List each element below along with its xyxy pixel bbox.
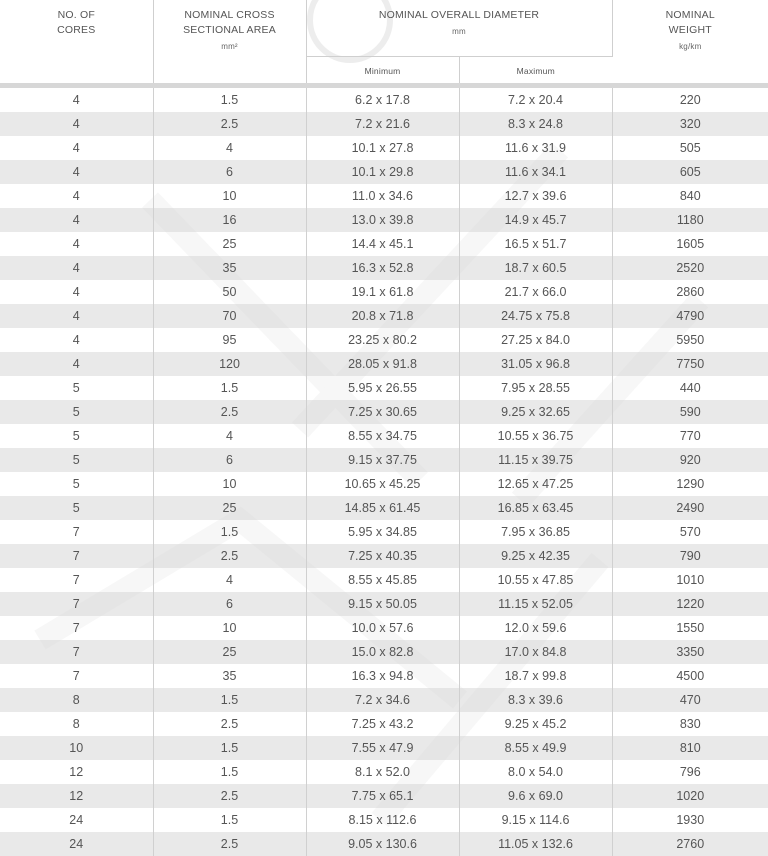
cell-min: 16.3 x 94.8 bbox=[306, 664, 459, 688]
cell-weight: 840 bbox=[612, 184, 768, 208]
cell-cores: 4 bbox=[0, 352, 153, 376]
cell-weight: 470 bbox=[612, 688, 768, 712]
table-row bbox=[0, 376, 768, 400]
cell-cores: 10 bbox=[0, 736, 153, 760]
table-row bbox=[0, 184, 768, 208]
cell-weight: 770 bbox=[612, 424, 768, 448]
table-row bbox=[0, 736, 768, 760]
cell-area: 1.5 bbox=[153, 736, 306, 760]
cell-area: 10 bbox=[153, 184, 306, 208]
cell-max: 7.95 x 28.55 bbox=[459, 376, 612, 400]
cell-weight: 5950 bbox=[612, 328, 768, 352]
cell-min: 8.15 x 112.6 bbox=[306, 808, 459, 832]
area-unit: mm² bbox=[221, 42, 238, 51]
cell-weight: 920 bbox=[612, 448, 768, 472]
cell-min: 10.65 x 45.25 bbox=[306, 472, 459, 496]
cell-cores: 4 bbox=[0, 256, 153, 280]
cell-area: 2.5 bbox=[153, 712, 306, 736]
cell-max: 12.0 x 59.6 bbox=[459, 616, 612, 640]
cell-area: 4 bbox=[153, 136, 306, 160]
cell-weight: 590 bbox=[612, 400, 768, 424]
cell-cores: 4 bbox=[0, 88, 153, 112]
cell-area: 6 bbox=[153, 160, 306, 184]
cell-min: 10.1 x 29.8 bbox=[306, 160, 459, 184]
cell-min: 14.85 x 61.45 bbox=[306, 496, 459, 520]
cell-area: 6 bbox=[153, 448, 306, 472]
table-row bbox=[0, 424, 768, 448]
cell-cores: 4 bbox=[0, 280, 153, 304]
cell-area: 25 bbox=[153, 640, 306, 664]
cell-weight: 2490 bbox=[612, 496, 768, 520]
cell-min: 5.95 x 34.85 bbox=[306, 520, 459, 544]
cell-area: 1.5 bbox=[153, 376, 306, 400]
cell-cores: 4 bbox=[0, 232, 153, 256]
cell-min: 7.75 x 65.1 bbox=[306, 784, 459, 808]
cell-weight: 4790 bbox=[612, 304, 768, 328]
cell-weight: 4500 bbox=[612, 664, 768, 688]
cell-area: 4 bbox=[153, 424, 306, 448]
header-nominal-weight: NOMINAL WEIGHT kg/km bbox=[612, 0, 768, 83]
table-row bbox=[0, 592, 768, 616]
table-row bbox=[0, 784, 768, 808]
table-row bbox=[0, 472, 768, 496]
cell-weight: 1220 bbox=[612, 592, 768, 616]
cell-min: 13.0 x 39.8 bbox=[306, 208, 459, 232]
cell-min: 14.4 x 45.1 bbox=[306, 232, 459, 256]
table-row bbox=[0, 136, 768, 160]
header-overall-diameter: NOMINAL OVERALL DIAMETER mm bbox=[306, 0, 612, 56]
cell-min: 7.55 x 47.9 bbox=[306, 736, 459, 760]
table-row bbox=[0, 112, 768, 136]
cell-min: 9.05 x 130.6 bbox=[306, 832, 459, 856]
cell-min: 9.15 x 37.75 bbox=[306, 448, 459, 472]
cell-cores: 4 bbox=[0, 304, 153, 328]
cell-area: 2.5 bbox=[153, 544, 306, 568]
header-cross-sectional-area: NOMINAL CROSS SECTIONAL AREA mm² bbox=[153, 0, 306, 83]
cell-cores: 5 bbox=[0, 472, 153, 496]
cell-area: 25 bbox=[153, 232, 306, 256]
cell-area: 1.5 bbox=[153, 88, 306, 112]
table-row bbox=[0, 496, 768, 520]
cell-area: 70 bbox=[153, 304, 306, 328]
cell-max: 8.3 x 39.6 bbox=[459, 688, 612, 712]
cell-max: 9.25 x 32.65 bbox=[459, 400, 612, 424]
cell-area: 16 bbox=[153, 208, 306, 232]
cell-area: 35 bbox=[153, 664, 306, 688]
cell-area: 25 bbox=[153, 496, 306, 520]
cell-cores: 5 bbox=[0, 424, 153, 448]
cell-min: 23.25 x 80.2 bbox=[306, 328, 459, 352]
table-row bbox=[0, 88, 768, 112]
table-row bbox=[0, 256, 768, 280]
cell-cores: 24 bbox=[0, 832, 153, 856]
cell-cores: 12 bbox=[0, 760, 153, 784]
header-no-of-cores: NO. OF CORES bbox=[0, 0, 153, 83]
cell-cores: 4 bbox=[0, 328, 153, 352]
cell-cores: 12 bbox=[0, 784, 153, 808]
cell-cores: 24 bbox=[0, 808, 153, 832]
cell-weight: 220 bbox=[612, 88, 768, 112]
table-row bbox=[0, 688, 768, 712]
cell-cores: 4 bbox=[0, 160, 153, 184]
cell-cores: 7 bbox=[0, 592, 153, 616]
cell-min: 11.0 x 34.6 bbox=[306, 184, 459, 208]
cell-area: 95 bbox=[153, 328, 306, 352]
cell-area: 6 bbox=[153, 592, 306, 616]
cell-max: 11.15 x 39.75 bbox=[459, 448, 612, 472]
table-row bbox=[0, 328, 768, 352]
cell-min: 28.05 x 91.8 bbox=[306, 352, 459, 376]
cell-weight: 320 bbox=[612, 112, 768, 136]
cell-cores: 7 bbox=[0, 544, 153, 568]
table-row bbox=[0, 352, 768, 376]
cell-min: 8.1 x 52.0 bbox=[306, 760, 459, 784]
cell-cores: 5 bbox=[0, 400, 153, 424]
cell-area: 10 bbox=[153, 616, 306, 640]
weight-unit: kg/km bbox=[679, 42, 702, 51]
cell-weight: 1180 bbox=[612, 208, 768, 232]
cell-cores: 7 bbox=[0, 520, 153, 544]
cell-cores: 7 bbox=[0, 640, 153, 664]
cell-max: 16.5 x 51.7 bbox=[459, 232, 612, 256]
cell-area: 4 bbox=[153, 568, 306, 592]
table-row bbox=[0, 640, 768, 664]
cell-weight: 796 bbox=[612, 760, 768, 784]
table-row bbox=[0, 712, 768, 736]
cell-weight: 2520 bbox=[612, 256, 768, 280]
cell-cores: 4 bbox=[0, 112, 153, 136]
header-minimum: Minimum bbox=[306, 56, 459, 83]
cell-cores: 4 bbox=[0, 136, 153, 160]
table-row bbox=[0, 808, 768, 832]
cell-weight: 1930 bbox=[612, 808, 768, 832]
cell-weight: 440 bbox=[612, 376, 768, 400]
table-row bbox=[0, 832, 768, 856]
cell-weight: 1605 bbox=[612, 232, 768, 256]
cell-weight: 2860 bbox=[612, 280, 768, 304]
cell-min: 7.2 x 34.6 bbox=[306, 688, 459, 712]
cell-weight: 605 bbox=[612, 160, 768, 184]
cell-weight: 7750 bbox=[612, 352, 768, 376]
cell-max: 8.55 x 49.9 bbox=[459, 736, 612, 760]
cell-max: 24.75 x 75.8 bbox=[459, 304, 612, 328]
table-row bbox=[0, 664, 768, 688]
cell-min: 16.3 x 52.8 bbox=[306, 256, 459, 280]
cell-area: 2.5 bbox=[153, 784, 306, 808]
cell-max: 27.25 x 84.0 bbox=[459, 328, 612, 352]
cell-min: 20.8 x 71.8 bbox=[306, 304, 459, 328]
cell-max: 9.6 x 69.0 bbox=[459, 784, 612, 808]
table-row bbox=[0, 400, 768, 424]
table-row bbox=[0, 568, 768, 592]
cell-max: 7.2 x 20.4 bbox=[459, 88, 612, 112]
cell-max: 12.7 x 39.6 bbox=[459, 184, 612, 208]
cell-max: 16.85 x 63.45 bbox=[459, 496, 612, 520]
cell-max: 10.55 x 36.75 bbox=[459, 424, 612, 448]
table-row bbox=[0, 232, 768, 256]
cell-max: 9.25 x 45.2 bbox=[459, 712, 612, 736]
cell-max: 17.0 x 84.8 bbox=[459, 640, 612, 664]
cell-max: 7.95 x 36.85 bbox=[459, 520, 612, 544]
cell-max: 9.25 x 42.35 bbox=[459, 544, 612, 568]
cell-cores: 7 bbox=[0, 568, 153, 592]
cell-cores: 4 bbox=[0, 184, 153, 208]
cell-max: 8.0 x 54.0 bbox=[459, 760, 612, 784]
table-row bbox=[0, 448, 768, 472]
table-row bbox=[0, 760, 768, 784]
cell-weight: 790 bbox=[612, 544, 768, 568]
cell-area: 2.5 bbox=[153, 112, 306, 136]
cell-max: 18.7 x 60.5 bbox=[459, 256, 612, 280]
cell-cores: 5 bbox=[0, 496, 153, 520]
header-maximum: Maximum bbox=[459, 56, 612, 83]
cell-min: 7.25 x 43.2 bbox=[306, 712, 459, 736]
cell-min: 6.2 x 17.8 bbox=[306, 88, 459, 112]
cell-max: 18.7 x 99.8 bbox=[459, 664, 612, 688]
cell-min: 5.95 x 26.55 bbox=[306, 376, 459, 400]
cell-weight: 1020 bbox=[612, 784, 768, 808]
diameter-unit: mm bbox=[452, 27, 466, 36]
cell-weight: 570 bbox=[612, 520, 768, 544]
cell-cores: 7 bbox=[0, 616, 153, 640]
cell-max: 11.05 x 132.6 bbox=[459, 832, 612, 856]
cell-cores: 5 bbox=[0, 376, 153, 400]
cell-min: 8.55 x 34.75 bbox=[306, 424, 459, 448]
cell-weight: 2760 bbox=[612, 832, 768, 856]
cell-cores: 8 bbox=[0, 688, 153, 712]
cell-max: 11.6 x 34.1 bbox=[459, 160, 612, 184]
cell-cores: 5 bbox=[0, 448, 153, 472]
cell-max: 12.65 x 47.25 bbox=[459, 472, 612, 496]
cell-weight: 3350 bbox=[612, 640, 768, 664]
table-row bbox=[0, 280, 768, 304]
cell-weight: 810 bbox=[612, 736, 768, 760]
cell-weight: 1010 bbox=[612, 568, 768, 592]
cell-max: 9.15 x 114.6 bbox=[459, 808, 612, 832]
cell-min: 7.25 x 30.65 bbox=[306, 400, 459, 424]
cell-max: 14.9 x 45.7 bbox=[459, 208, 612, 232]
cell-cores: 8 bbox=[0, 712, 153, 736]
cell-area: 1.5 bbox=[153, 760, 306, 784]
cell-min: 7.2 x 21.6 bbox=[306, 112, 459, 136]
table-row bbox=[0, 544, 768, 568]
cell-min: 9.15 x 50.05 bbox=[306, 592, 459, 616]
cell-max: 11.6 x 31.9 bbox=[459, 136, 612, 160]
table-row bbox=[0, 616, 768, 640]
cell-area: 2.5 bbox=[153, 400, 306, 424]
cell-min: 15.0 x 82.8 bbox=[306, 640, 459, 664]
table-row bbox=[0, 520, 768, 544]
cell-area: 2.5 bbox=[153, 832, 306, 856]
cell-weight: 505 bbox=[612, 136, 768, 160]
cell-cores: 4 bbox=[0, 208, 153, 232]
cell-min: 10.1 x 27.8 bbox=[306, 136, 459, 160]
cell-area: 1.5 bbox=[153, 520, 306, 544]
cell-area: 10 bbox=[153, 472, 306, 496]
table-row bbox=[0, 304, 768, 328]
cell-max: 11.15 x 52.05 bbox=[459, 592, 612, 616]
cell-min: 8.55 x 45.85 bbox=[306, 568, 459, 592]
cell-max: 8.3 x 24.8 bbox=[459, 112, 612, 136]
cell-max: 10.55 x 47.85 bbox=[459, 568, 612, 592]
table-row bbox=[0, 160, 768, 184]
cell-max: 31.05 x 96.8 bbox=[459, 352, 612, 376]
cell-min: 19.1 x 61.8 bbox=[306, 280, 459, 304]
cell-max: 21.7 x 66.0 bbox=[459, 280, 612, 304]
cell-min: 10.0 x 57.6 bbox=[306, 616, 459, 640]
cell-area: 120 bbox=[153, 352, 306, 376]
cell-area: 35 bbox=[153, 256, 306, 280]
cell-min: 7.25 x 40.35 bbox=[306, 544, 459, 568]
cell-weight: 830 bbox=[612, 712, 768, 736]
cell-cores: 7 bbox=[0, 664, 153, 688]
cell-weight: 1290 bbox=[612, 472, 768, 496]
cell-area: 50 bbox=[153, 280, 306, 304]
cell-area: 1.5 bbox=[153, 688, 306, 712]
cell-weight: 1550 bbox=[612, 616, 768, 640]
cell-area: 1.5 bbox=[153, 808, 306, 832]
table-row bbox=[0, 208, 768, 232]
